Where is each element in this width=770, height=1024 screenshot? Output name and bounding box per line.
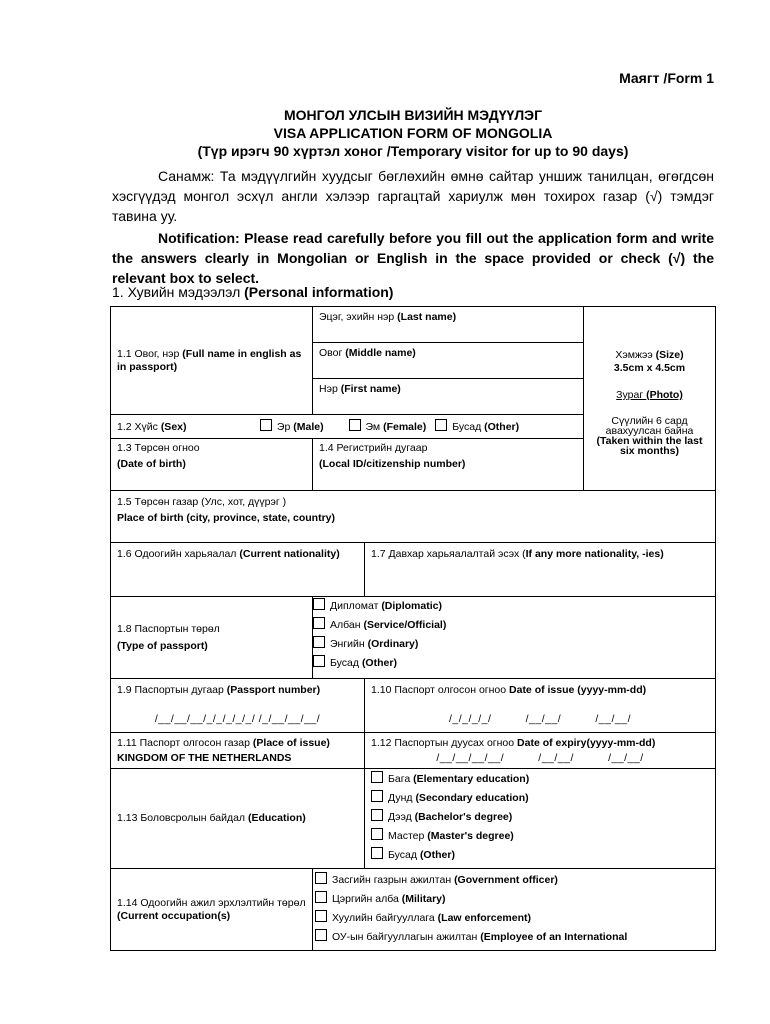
checkbox-icon[interactable] [349, 419, 361, 431]
place-of-issue-value[interactable]: KINGDOM OF THE NETHERLANDS [117, 752, 292, 764]
section-label-en: (Personal information) [244, 284, 394, 300]
section-label-mn: 1. Хувийн мэдээлэл [112, 284, 245, 300]
occupation-option-law[interactable]: Хуулийн байгууллага (Law enforcement) [315, 909, 709, 928]
education-option-elementary[interactable]: Бага (Elementary education) [371, 770, 709, 789]
passport-number-slots[interactable]: /__/__/__/_/_/_/_/_/ /_/__/__/__/ [154, 713, 321, 725]
occupation-option-government[interactable]: Засгийн газрын ажилтан (Government officer) [315, 871, 709, 890]
local-id-field[interactable]: 1.4 Регистрийн дугаар (Local ID/citizenship number) [313, 439, 584, 491]
checkbox-icon[interactable] [313, 636, 325, 648]
checkbox-icon[interactable] [435, 419, 447, 431]
sex-row [111, 415, 584, 439]
expiry-date-slots[interactable]: /__/__/__/__/ /__/__/ /__/__/ [436, 752, 644, 764]
place-of-issue-field[interactable]: 1.11 Паспорт олгосон газар (Place of issue) KINGDOM OF THE NETHERLANDS [111, 733, 365, 769]
issue-date-field[interactable]: 1.10 Паспорт олгосон огноо Date of issue (yyyy-mm-dd) /_/_/_/_/ /__/__/ /__/__/ [365, 679, 716, 733]
passport-option-ordinary[interactable]: Энгийн (Ordinary) [313, 635, 709, 654]
sex-label: 1.2 Хүйс (Sex) [117, 421, 187, 433]
current-nationality-field[interactable]: 1.6 Одоогийн харьяалал (Current nationality) [111, 543, 365, 597]
occupation-option-international[interactable]: ОУ-ын байгууллагын ажилтан (Employee of an International [315, 928, 709, 947]
expiry-date-field[interactable]: 1.12 Паспортын дуусах огноо Date of expiry(yyyy-mm-dd) /__/__/__/__/ /__/__/ /__/__/ [365, 733, 716, 769]
passport-option-diplomatic[interactable]: Дипломат (Diplomatic) [313, 597, 709, 616]
middle-name-field[interactable]: Овог (Middle name) [313, 343, 584, 379]
dual-nationality-field[interactable]: 1.7 Давхар харьяалалтай эсэх (If any more nationality, -ies) [365, 543, 716, 597]
checkbox-icon[interactable] [260, 419, 272, 431]
date-of-birth-field[interactable]: 1.3 Төрсөн огноо (Date of birth) [111, 439, 313, 491]
form-number: Маягт /Form 1 [619, 70, 714, 86]
occupation-option-military[interactable]: Цэргийн алба (Military) [315, 890, 709, 909]
checkbox-icon[interactable] [313, 617, 325, 629]
passport-number-field[interactable]: 1.9 Паспортын дугаар (Passport number) /__/__/__/_/_/_/_/_/ /_/__/__/__/ [111, 679, 365, 733]
photo-box: Хэмжээ (Size) 3.5cm x 4.5cm Зураг (Photo) Сүүлийн 6 сард авахуулсан байна (Taken within the last six months) [584, 307, 716, 491]
education-option-bachelor[interactable]: Дээд (Bachelor's degree) [371, 808, 709, 827]
checkbox-icon[interactable] [315, 891, 327, 903]
checkbox-icon[interactable] [371, 828, 383, 840]
first-name-field[interactable]: Нэр (First name) [313, 379, 584, 415]
education-options [365, 769, 716, 869]
title-english: VISA APPLICATION FORM OF MONGOLIA [273, 125, 553, 141]
passport-type-label: 1.8 Паспортын төрөл (Type of passport) [111, 597, 313, 679]
occupation-label: 1.14 Одоогийн ажил эрхлэлтийн төрөл (Current occupation(s) [111, 869, 313, 951]
section-personal-info [112, 284, 393, 300]
last-name-field[interactable]: Эцэг, эхийн нэр (Last name) [313, 307, 584, 343]
checkbox-icon[interactable] [315, 872, 327, 884]
checkbox-icon[interactable] [313, 598, 325, 610]
checkbox-icon[interactable] [371, 771, 383, 783]
title-mongolian: МОНГОЛ УЛСЫН ВИЗИЙН МЭДҮҮЛЭГ [283, 107, 543, 123]
note-mongolian: Санамж: Та мэдүүлгийн хуудсыг бөглөхийн өмнө сайтар уншиж танилцан, өгөгдсөн хэсгүүдэд монгол эсхүл англи хэлээр гаргацтай хариулж мөн тохирох газар (√) тэмдэг тавина уу. [112, 168, 714, 224]
subtitle: (Түр ирэгч 90 хүртэл хоног /Temporary visitor for up to 90 days) [197, 143, 629, 159]
education-option-secondary[interactable]: Дунд (Secondary education) [371, 789, 709, 808]
passport-type-options [313, 597, 716, 679]
occupation-options [313, 869, 716, 951]
education-option-master[interactable]: Мастер (Master's degree) [371, 827, 709, 846]
place-of-birth-field[interactable]: 1.5 Төрсөн газар (Улс, хот, дүүрэг ) Place of birth (city, province, state, country) [111, 491, 716, 543]
checkbox-icon[interactable] [315, 910, 327, 922]
issue-date-slots[interactable]: /_/_/_/_/ /__/__/ /__/__/ [448, 713, 631, 725]
checkbox-icon[interactable] [313, 655, 325, 667]
sex-option-male[interactable]: Эр (Male) [260, 421, 324, 433]
education-label: 1.13 Боловсролын байдал (Education) [111, 769, 365, 869]
passport-option-other[interactable]: Бусад (Other) [313, 654, 709, 673]
checkbox-icon[interactable] [371, 847, 383, 859]
sex-option-other[interactable]: Бусад (Other) [435, 421, 519, 433]
sex-option-female[interactable]: Эм (Female) [349, 421, 427, 433]
checkbox-icon[interactable] [315, 929, 327, 941]
education-option-other[interactable]: Бусад (Other) [371, 846, 709, 865]
checkbox-icon[interactable] [371, 809, 383, 821]
checkbox-icon[interactable] [371, 790, 383, 802]
personal-info-table [110, 306, 716, 951]
note-english: Notification: Please read carefully before you fill out the application form and write the answers clearly in Mongolian or English in the space provided or check (√) the relevant box to select. [112, 230, 714, 286]
full-name-label: 1.1 Овог, нэр (Full name in english as in passport) [111, 307, 313, 415]
passport-option-official[interactable]: Албан (Service/Official) [313, 616, 709, 635]
